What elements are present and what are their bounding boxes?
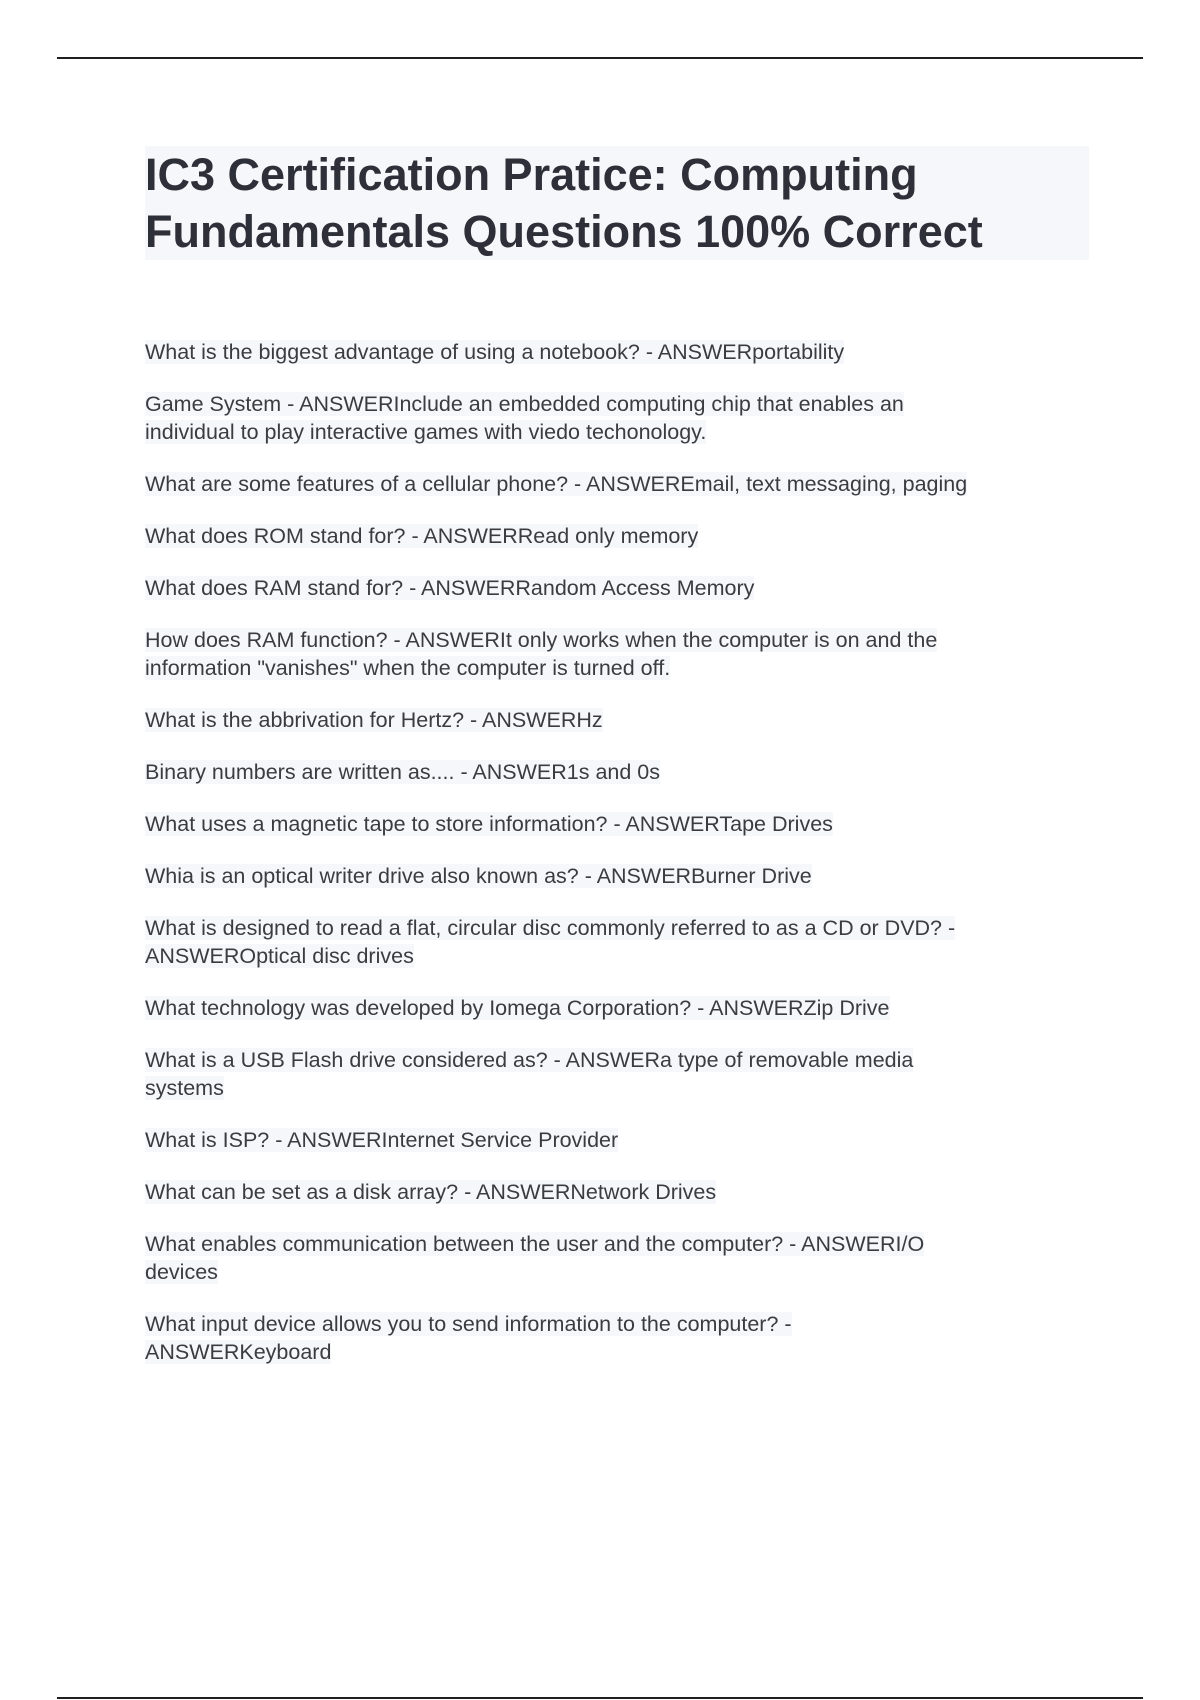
qa-item xyxy=(145,758,1145,786)
qa-item xyxy=(145,470,1145,498)
qa-item xyxy=(145,706,1145,734)
qa-item xyxy=(145,914,1145,970)
qa-text: What does ROM stand for? - ANSWERRead only memory xyxy=(145,524,699,548)
qa-text: What is ISP? - ANSWERInternet Service Provider xyxy=(145,1128,619,1152)
bottom-rule xyxy=(57,1697,1143,1699)
qa-item xyxy=(145,994,1145,1022)
qa-text: ANSWERKeyboard xyxy=(145,1340,332,1364)
qa-text: Game System - ANSWERInclude an embedded computing chip that enables an xyxy=(145,392,904,416)
qa-text: ANSWEROptical disc drives xyxy=(145,944,414,968)
qa-list xyxy=(145,338,1145,1390)
qa-text: What does RAM stand for? - ANSWERRandom Access Memory xyxy=(145,576,755,600)
qa-text: What enables communication between the user and the computer? - ANSWERI/O xyxy=(145,1232,925,1256)
qa-item xyxy=(145,522,1145,550)
qa-item xyxy=(145,390,1145,446)
qa-text: systems xyxy=(145,1076,224,1100)
qa-text: What is the biggest advantage of using a notebook? - ANSWERportability xyxy=(145,340,845,364)
qa-item xyxy=(145,1178,1145,1206)
qa-text: What is designed to read a flat, circular disc commonly referred to as a CD or DVD? - xyxy=(145,916,956,940)
qa-item xyxy=(145,810,1145,838)
title-line-1: IC3 Certification Pratice: Computing xyxy=(145,149,918,200)
qa-text: individual to play interactive games with viedo techonology. xyxy=(145,420,707,444)
qa-text: What are some features of a cellular phone? - ANSWEREmail, text messaging, paging xyxy=(145,472,968,496)
qa-item xyxy=(145,1310,1145,1366)
qa-text: information "vanishes" when the computer is turned off. xyxy=(145,656,671,680)
qa-text: What technology was developed by Iomega Corporation? - ANSWERZip Drive xyxy=(145,996,890,1020)
qa-text: devices xyxy=(145,1260,218,1284)
document-title xyxy=(145,146,1089,260)
qa-item xyxy=(145,574,1145,602)
qa-item xyxy=(145,1230,1145,1286)
qa-text: What can be set as a disk array? - ANSWERNetwork Drives xyxy=(145,1180,717,1204)
qa-item xyxy=(145,1046,1145,1102)
qa-text: What is a USB Flash drive considered as? - ANSWERa type of removable media xyxy=(145,1048,914,1072)
title-line-2: Fundamentals Questions 100% Correct xyxy=(145,206,983,257)
top-rule xyxy=(57,57,1143,59)
qa-text: What is the abbrivation for Hertz? - ANSWERHz xyxy=(145,708,603,732)
qa-text: Binary numbers are written as.... - ANSWER1s and 0s xyxy=(145,760,661,784)
qa-item xyxy=(145,626,1145,682)
qa-item xyxy=(145,862,1145,890)
qa-item xyxy=(145,1126,1145,1154)
qa-text: How does RAM function? - ANSWERIt only works when the computer is on and the xyxy=(145,628,938,652)
qa-text: Whia is an optical writer drive also known as? - ANSWERBurner Drive xyxy=(145,864,812,888)
qa-text: What input device allows you to send information to the computer? - xyxy=(145,1312,792,1336)
qa-text: What uses a magnetic tape to store information? - ANSWERTape Drives xyxy=(145,812,833,836)
qa-item xyxy=(145,338,1145,366)
